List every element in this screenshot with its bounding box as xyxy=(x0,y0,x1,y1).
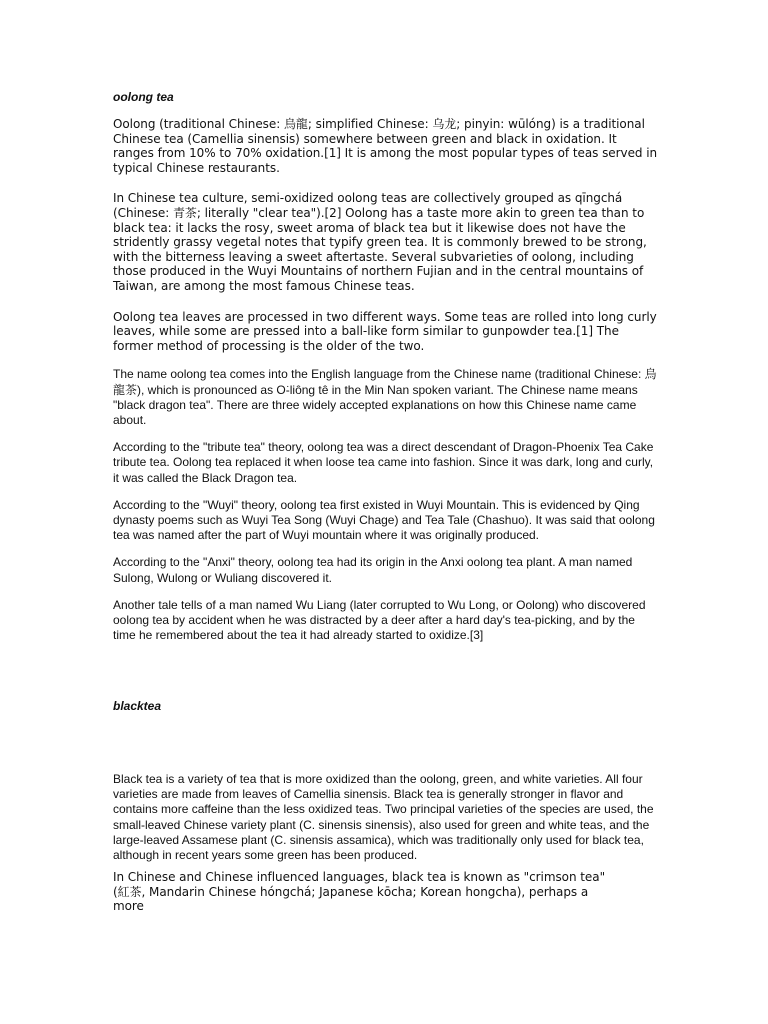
oolong-paragraph-1: Oolong (traditional Chinese: 烏龍; simplified Chinese: 乌龙; pinyin: wūlóng) is a traditional Chinese tea (Camellia sinensis) somewhere between green and black in oxidation. It ranges from 10% to 70% oxidation.[1] It is among the most popular types of teas served in typical Chinese restaurants. xyxy=(113,117,658,175)
black-tea-heading: blacktea xyxy=(113,699,162,713)
oolong-paragraph-5: According to the "tribute tea" theory, oolong tea was a direct descendant of Dragon-Phoenix Tea Cake tribute tea. Oolong tea replaced it when loose tea came into fashion. Since it was dark, long and curly, it was called the Black Dragon tea. xyxy=(113,440,654,485)
oolong-paragraph-3: Oolong tea leaves are processed in two different ways. Some teas are rolled into long curly leaves, while some are pressed into a ball-like form similar to gunpowder tea.[1] The former method of processing is the older of the two. xyxy=(113,309,657,353)
oolong-paragraph-4: The name oolong tea comes into the English language from the Chinese name (traditional Chinese: 烏龍茶), which is pronounced as O͘-liông tê in the Min Nan spoken variant. The Chinese name means "black dragon tea". There are three widely accepted explanations on how this Chinese name came about. xyxy=(113,367,657,427)
oolong-paragraph-2: In Chinese tea culture, semi-oxidized oolong teas are collectively grouped as qīngchá (Chinese: 青茶; literally "clear tea").[2] Oolong has a taste more akin to green tea than to black tea: it lacks the rosy, sweet aroma of black tea but it likewise does not have the stridently grassy vegetal notes that typify green tea. It is commonly brewed to be strong, with the bitterness leaving a sweet aftertaste. Several subvarieties of oolong, including those produced in the Wuyi Mountains of northern Fujian and in the central mountains of Taiwan, are among the most famous Chinese teas. xyxy=(113,191,647,293)
oolong-paragraph-8: Another tale tells of a man named Wu Liang (later corrupted to Wu Long, or Oolong) who discovered oolong tea by accident when he was distracted by a deer after a hard day's tea-picking, and by the time he remembered about the tea it had already started to oxidize.[3] xyxy=(113,597,646,643)
black-tea-paragraph-2: In Chinese and Chinese influenced languages, black tea is known as "crimson tea" (紅茶, Mandarin Chinese hóngchá; Japanese kōcha; Korean hongcha), perhaps a more xyxy=(113,870,606,914)
oolong-paragraph-7: According to the "Anxi" theory, oolong tea had its origin in the Anxi oolong tea plant. A man named Sulong, Wulong or Wuliang discovered it. xyxy=(113,555,633,585)
document-page xyxy=(113,89,658,914)
oolong-paragraph-6: According to the "Wuyi" theory, oolong tea first existed in Wuyi Mountain. This is evidenced by Qing dynasty poems such as Wuyi Tea Song (Wuyi Chage) and Tea Tale (Chashuo). It was said that oolong tea was named after the part of Wuyi mountain where it was originally produced. xyxy=(113,497,655,543)
oolong-tea-heading: oolong tea xyxy=(113,90,174,104)
black-tea-paragraph-1: Black tea is a variety of tea that is more oxidized than the oolong, green, and white varieties. All four varieties are made from leaves of Camellia sinensis. Black tea is generally stronger in flavor and contains more caffeine than the less oxidized teas. Two principal varieties of the species are used, the small-leaved Chinese variety plant (C. sinensis sinensis), also used for green and white teas, and the large-leaved Assamese plant (C. sinensis assamica), which was traditionally only used for black tea, although in recent years some green has been produced. xyxy=(113,772,654,863)
